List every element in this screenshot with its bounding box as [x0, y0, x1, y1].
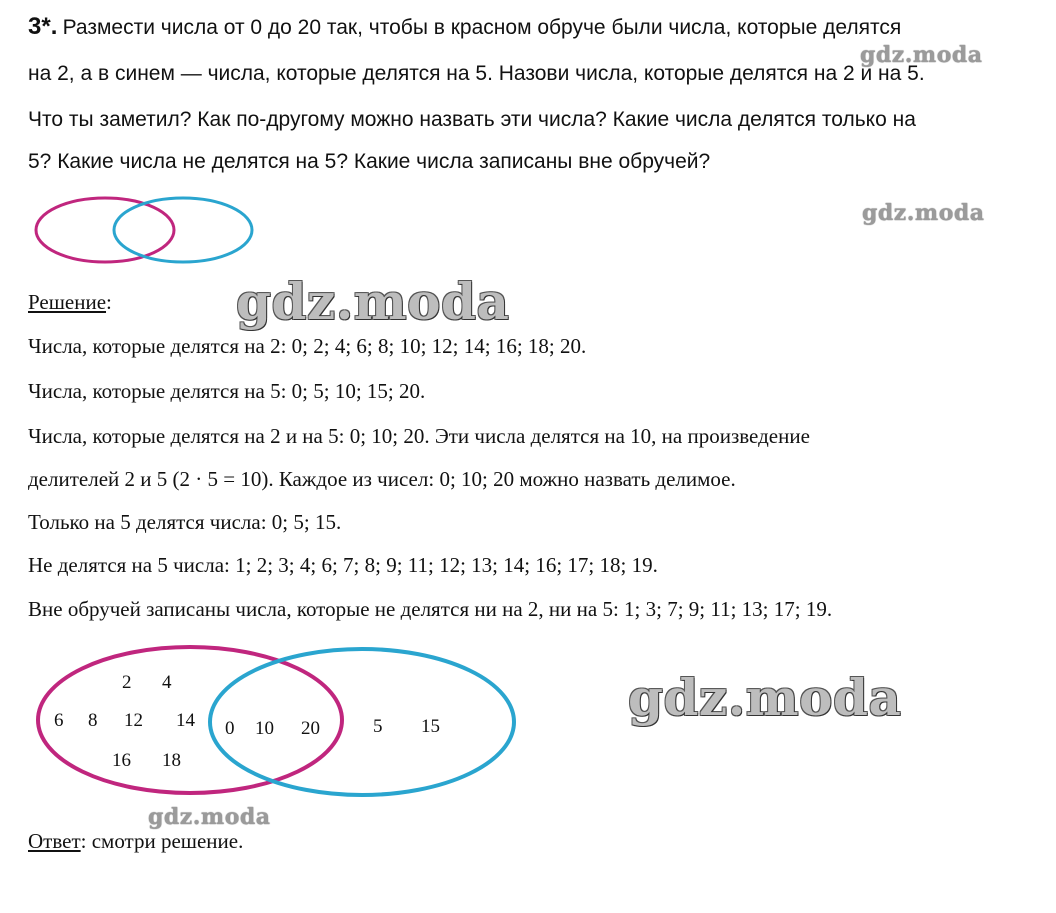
watermark: gdz.moda — [860, 42, 983, 68]
venn-number: 5 — [373, 716, 383, 737]
red-hoop-small — [36, 198, 174, 262]
task-line-4: 5? Какие числа не делятся на 5? Какие числа записаны вне обручей? — [28, 150, 711, 173]
solution-line-5: Только на 5 делятся числа: 0; 5; 15. — [28, 510, 342, 534]
solution-line-3: Числа, которые делятся на 2 и на 5: 0; 10; 20. Эти числа делятся на 10, на произведение — [28, 424, 810, 448]
solution-heading-label: Решение — [28, 290, 107, 314]
watermark: gdz.moda — [862, 200, 985, 226]
solution-line-2: Числа, которые делятся на 5: 0; 5; 10; 15; 20. — [28, 379, 426, 403]
venn-number: 10 — [255, 718, 274, 739]
watermark: gdz.moda — [236, 272, 510, 331]
solution-line-6: Не делятся на 5 числа: 1; 2; 3; 4; 6; 7; 8; 9; 11; 12; 13; 14; 16; 17; 18; 19. — [28, 553, 658, 577]
venn-number: 12 — [124, 710, 143, 731]
answer-text: : смотри решение. — [80, 829, 244, 853]
answer-label: Ответ — [28, 829, 81, 853]
venn-number: 15 — [421, 716, 440, 737]
task-line-1 — [28, 14, 901, 41]
solution-line-7: Вне обручей записаны числа, которые не делятся ни на 2, ни на 5: 1; 3; 7; 9; 11; 13; 17; 19. — [28, 597, 833, 621]
solution-heading-colon: : — [106, 290, 112, 314]
watermark: gdz.moda — [628, 668, 902, 727]
task-number: 3*. — [28, 13, 58, 40]
venn-number: 18 — [162, 750, 181, 771]
solution-line-4: делителей 2 и 5 (2 · 5 = 10). Каждое из чисел: 0; 10; 20 можно назвать делимое. — [28, 467, 736, 491]
venn-number: 2 — [122, 672, 132, 693]
blue-hoop-small — [114, 198, 252, 262]
venn-number: 6 — [54, 710, 64, 731]
hoops-illustration — [30, 194, 260, 270]
task-text-1: Размести числа от 0 до 20 так, чтобы в красном обруче были числа, которые делятся — [62, 16, 902, 39]
solution-heading — [28, 289, 112, 315]
venn-diagram — [28, 640, 528, 820]
task-line-3: Что ты заметил? Как по-другому можно назвать эти числа? Какие числа делятся только на — [28, 108, 916, 131]
watermark: gdz.moda — [148, 804, 271, 830]
venn-number: 20 — [301, 718, 320, 739]
venn-number: 16 — [112, 750, 131, 771]
venn-number: 4 — [162, 672, 172, 693]
venn-number: 0 — [225, 718, 235, 739]
venn-number: 14 — [176, 710, 195, 731]
task-line-2: на 2, а в синем — числа, которые делятся на 5. Назови числа, которые делятся на 2 и на 5. — [28, 62, 925, 85]
solution-line-1: Числа, которые делятся на 2: 0; 2; 4; 6; 8; 10; 12; 14; 16; 18; 20. — [28, 334, 587, 358]
venn-number: 8 — [88, 710, 98, 731]
answer-line — [28, 828, 243, 854]
